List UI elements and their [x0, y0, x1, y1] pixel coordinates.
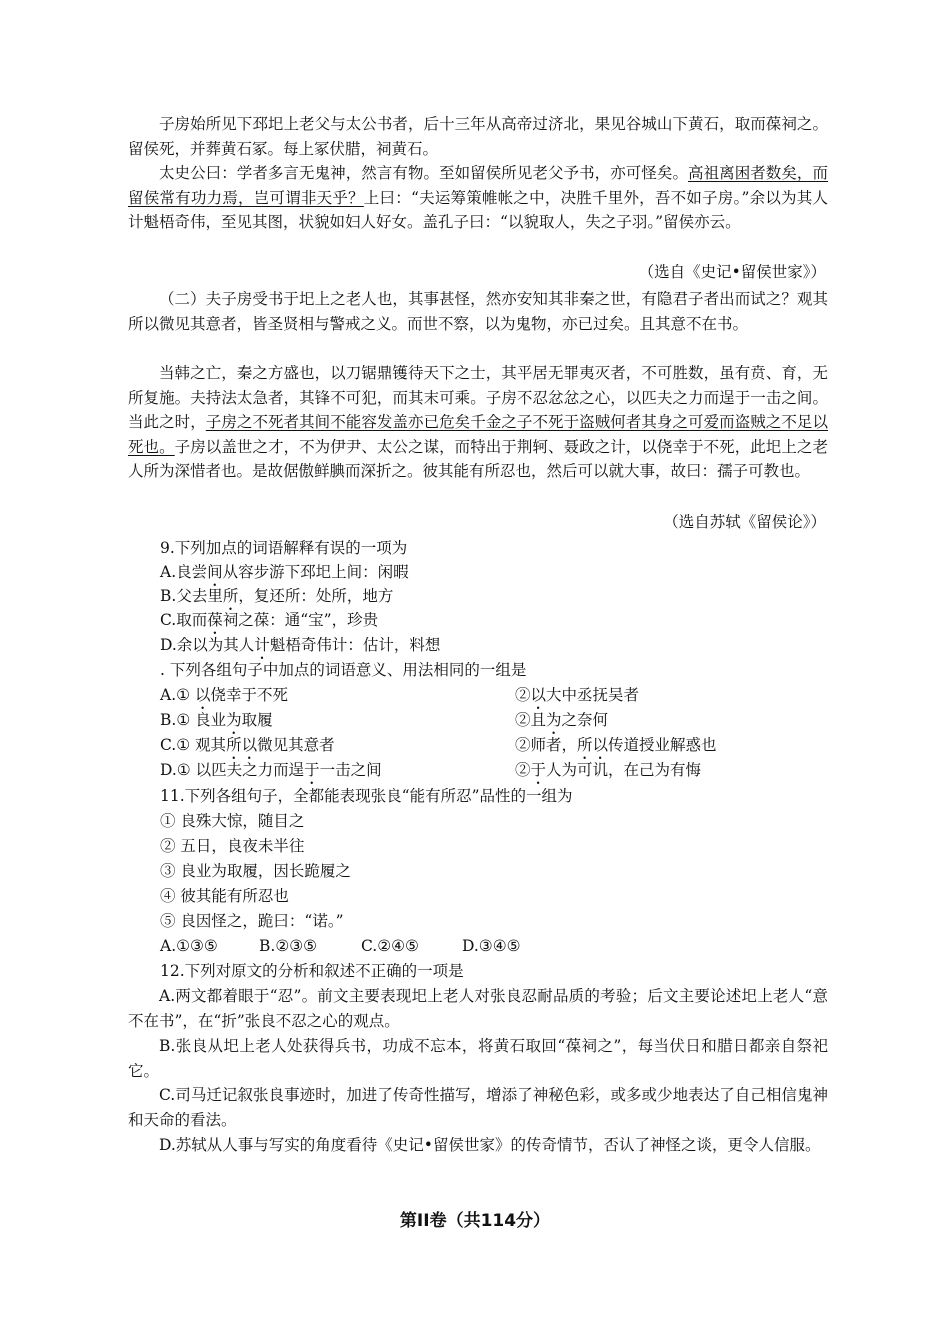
q9-stem: 9.下列加点的词语解释有误的一项为 — [160, 539, 408, 557]
q10-d2-post: 人为可讥，在己为有悔 — [546, 761, 702, 779]
passage2-para2-text-a: 当韩之亡，秦之方盛也，以刀锯鼎镬待天下之士，其平居无罪夷灭者，不可胜数，虽有贲、育，无所复施。夫持法太急者，其锋不可犯，而其末可乘。子房不忍忿忿之心，以匹夫之力而逞于一击之间。当此之时， — [128, 364, 828, 432]
q10-a2-dotted: 以 — [530, 686, 547, 704]
q9-b-pre: B.父去里 — [160, 587, 223, 605]
passage1-underlined-sentence: 高祖离困者数矣，而留侯常有功力焉，岂可谓非天乎？ — [128, 164, 828, 207]
q10-b2-dotted: 为 — [546, 711, 562, 729]
q10-d2-dotted: 于 — [530, 761, 547, 779]
q9-a-dotted: 间 — [207, 563, 223, 581]
q12-option-a: A.两文都着眼于“忍”。前文主要表现圯上老人对张良忍耐品质的考验；后文主要论述圯上老人“意不在书”，在“折”张良不忍之心的观点。 — [128, 987, 828, 1030]
passage2-source: （选自苏轼《留侯论》） — [663, 513, 826, 531]
q11-item-2: ② 五日，良夜未半往 — [160, 837, 305, 855]
q10-c1-post: 微见其意者 — [257, 736, 335, 754]
q10-c2-pre: ②师者， — [515, 736, 578, 754]
q10-a2-post: 大中丞抚吴者 — [546, 686, 640, 704]
q10-c2-post: 传道授业解惑也 — [608, 736, 717, 754]
q11-option-a: A.①③⑤ — [160, 937, 218, 955]
q9-d-post: 魁梧奇伟计：估计，料想 — [269, 636, 441, 654]
q12-option-c: C.司马迁记叙张良事迹时，加进了传奇性描写，增添了神秘色彩，或多或少地表达了自己相信鬼神和天命的看法。 — [128, 1086, 828, 1129]
q12-option-b: B.张良从圯上老人处获得兵书，功成不忘本，将黄石取回“葆祠之”，每当伏日和腊日都亲自祭祀它。 — [128, 1037, 828, 1080]
q10-b2-pre: ②且 — [515, 711, 547, 729]
q10-a1-pre: A.① — [160, 686, 195, 704]
q9-b-dotted: 所 — [222, 587, 239, 605]
passage1-para1: 子房始所见下邳圯上老父与太公书者，后十三年从高帝过济北，果见谷城山下黄石，取而葆祠之。留侯死，并葬黄石冢。每上冢伏腊，祠黄石。 — [128, 115, 828, 158]
q11-item-5: ⑤ 良因怪之，跪曰：“诺。” — [160, 912, 344, 930]
q10-d2-pre: ② — [515, 761, 531, 779]
q9-c-dotted: 葆 — [207, 611, 223, 629]
q11-item-4: ④ 彼其能有所忍也 — [160, 887, 289, 905]
passage1-para2 — [128, 161, 828, 235]
q10-b1-pre: B.① 良业 — [160, 711, 227, 729]
q10-a1-dotted: 以 — [194, 686, 211, 704]
q10-c2-dotted: 所以 — [577, 736, 609, 754]
q10-d1-post: 一击之间 — [319, 761, 382, 779]
q9-c-pre: C.取而 — [160, 611, 208, 629]
q11-options — [160, 934, 521, 958]
q10-d1-dotted: 于 — [304, 761, 320, 779]
q10-c1-dotted: 所以 — [226, 736, 258, 754]
passage1-para2-text-a: 太史公曰：学者多言无鬼神，然言有物。至如留侯所见老父予书，亦可怪矣。 — [159, 164, 689, 182]
q9-a-pre: A.良尝 — [160, 563, 208, 581]
q11-option-c: C.②④⑤ — [361, 937, 419, 955]
q11-item-3: ③ 良业为取履，因长跪履之 — [160, 862, 351, 880]
passage1-source: （选自《史记•留侯世家》） — [638, 263, 826, 281]
q11-option-b: B.②③⑤ — [259, 937, 318, 955]
q9-d-pre: D.余以为其人 — [160, 636, 255, 654]
passage2-underlined-sentence: 子房之不死者其间不能容发盖亦已危矣千金之子不死于盗贼何者其身之可爱而盗贼之不足以死也。 — [128, 413, 828, 456]
q11-option-d: D.③④⑤ — [462, 937, 521, 955]
q10-d1-pre: D.① 以匹夫之力而逞 — [160, 761, 305, 779]
q10-stem: . 下列各组句子中加点的词语意义、用法相同的一组是 — [160, 661, 527, 679]
q11-stem: 11.下列各组句子，全都能表现张良“能有所忍”品性的一组为 — [160, 787, 573, 805]
q10-b1-post: 取履 — [241, 711, 273, 729]
q9-b-post: ，复还所：处所，地方 — [238, 587, 394, 605]
q12-stem: 12.下列对原文的分析和叙述不正确的一项是 — [160, 962, 464, 980]
q12-option-d: D.苏轼从人事与写实的角度看待《史记•留侯世家》的传奇情节，否认了神怪之谈，更令人信服。 — [159, 1136, 821, 1154]
passage1-para2-text-b: 上曰：“夫运筹策帷帐之中，决胜千里外，吾不如子房。”余以为其人计魁梧奇伟，至见其图，状貌如妇人好女。盖孔子曰：“以貌取人，失之子羽。”留侯亦云。 — [128, 188, 828, 232]
passage2-para1: （二）夫子房受书于圯上之老人也，其事甚怪，然亦安知其非秦之世，有隐君子者出而试之？观其所以微见其意者，皆圣贤相与警戒之义。而世不察，以为鬼物，亦已过矣。且其意不在书。 — [128, 290, 828, 333]
q10-c1-pre: C.① 观其 — [160, 736, 227, 754]
q10-a1-post: 侥幸于不死 — [210, 686, 288, 704]
q11-item-1: ① 良殊大惊，随目之 — [160, 812, 305, 830]
q10-b1-dotted: 为 — [226, 711, 242, 729]
passage2-para2-text-b: 子房以盖世之才，不为伊尹、太公之谋，而特出于荆轲、聂政之计，以侥幸于不死，此圯上之老人所为深惜者也。是故倨傲鲜腆而深折之。彼其能有所忍也，然后可以就大事，故曰：孺子可教也。 — [128, 437, 828, 481]
q9-d-dotted: 计 — [254, 636, 270, 654]
q9-c-post: 祠之葆：通“宝”，珍贵 — [222, 611, 379, 629]
passage2-para2 — [128, 361, 828, 484]
q10-a2-pre: ② — [515, 686, 531, 704]
section-title: 第II卷（共114分） — [399, 1211, 551, 1231]
q9-a-post: 从容步游下邳圯上间：闲暇 — [222, 563, 409, 581]
q10-b2-post: 之奈何 — [561, 711, 609, 729]
